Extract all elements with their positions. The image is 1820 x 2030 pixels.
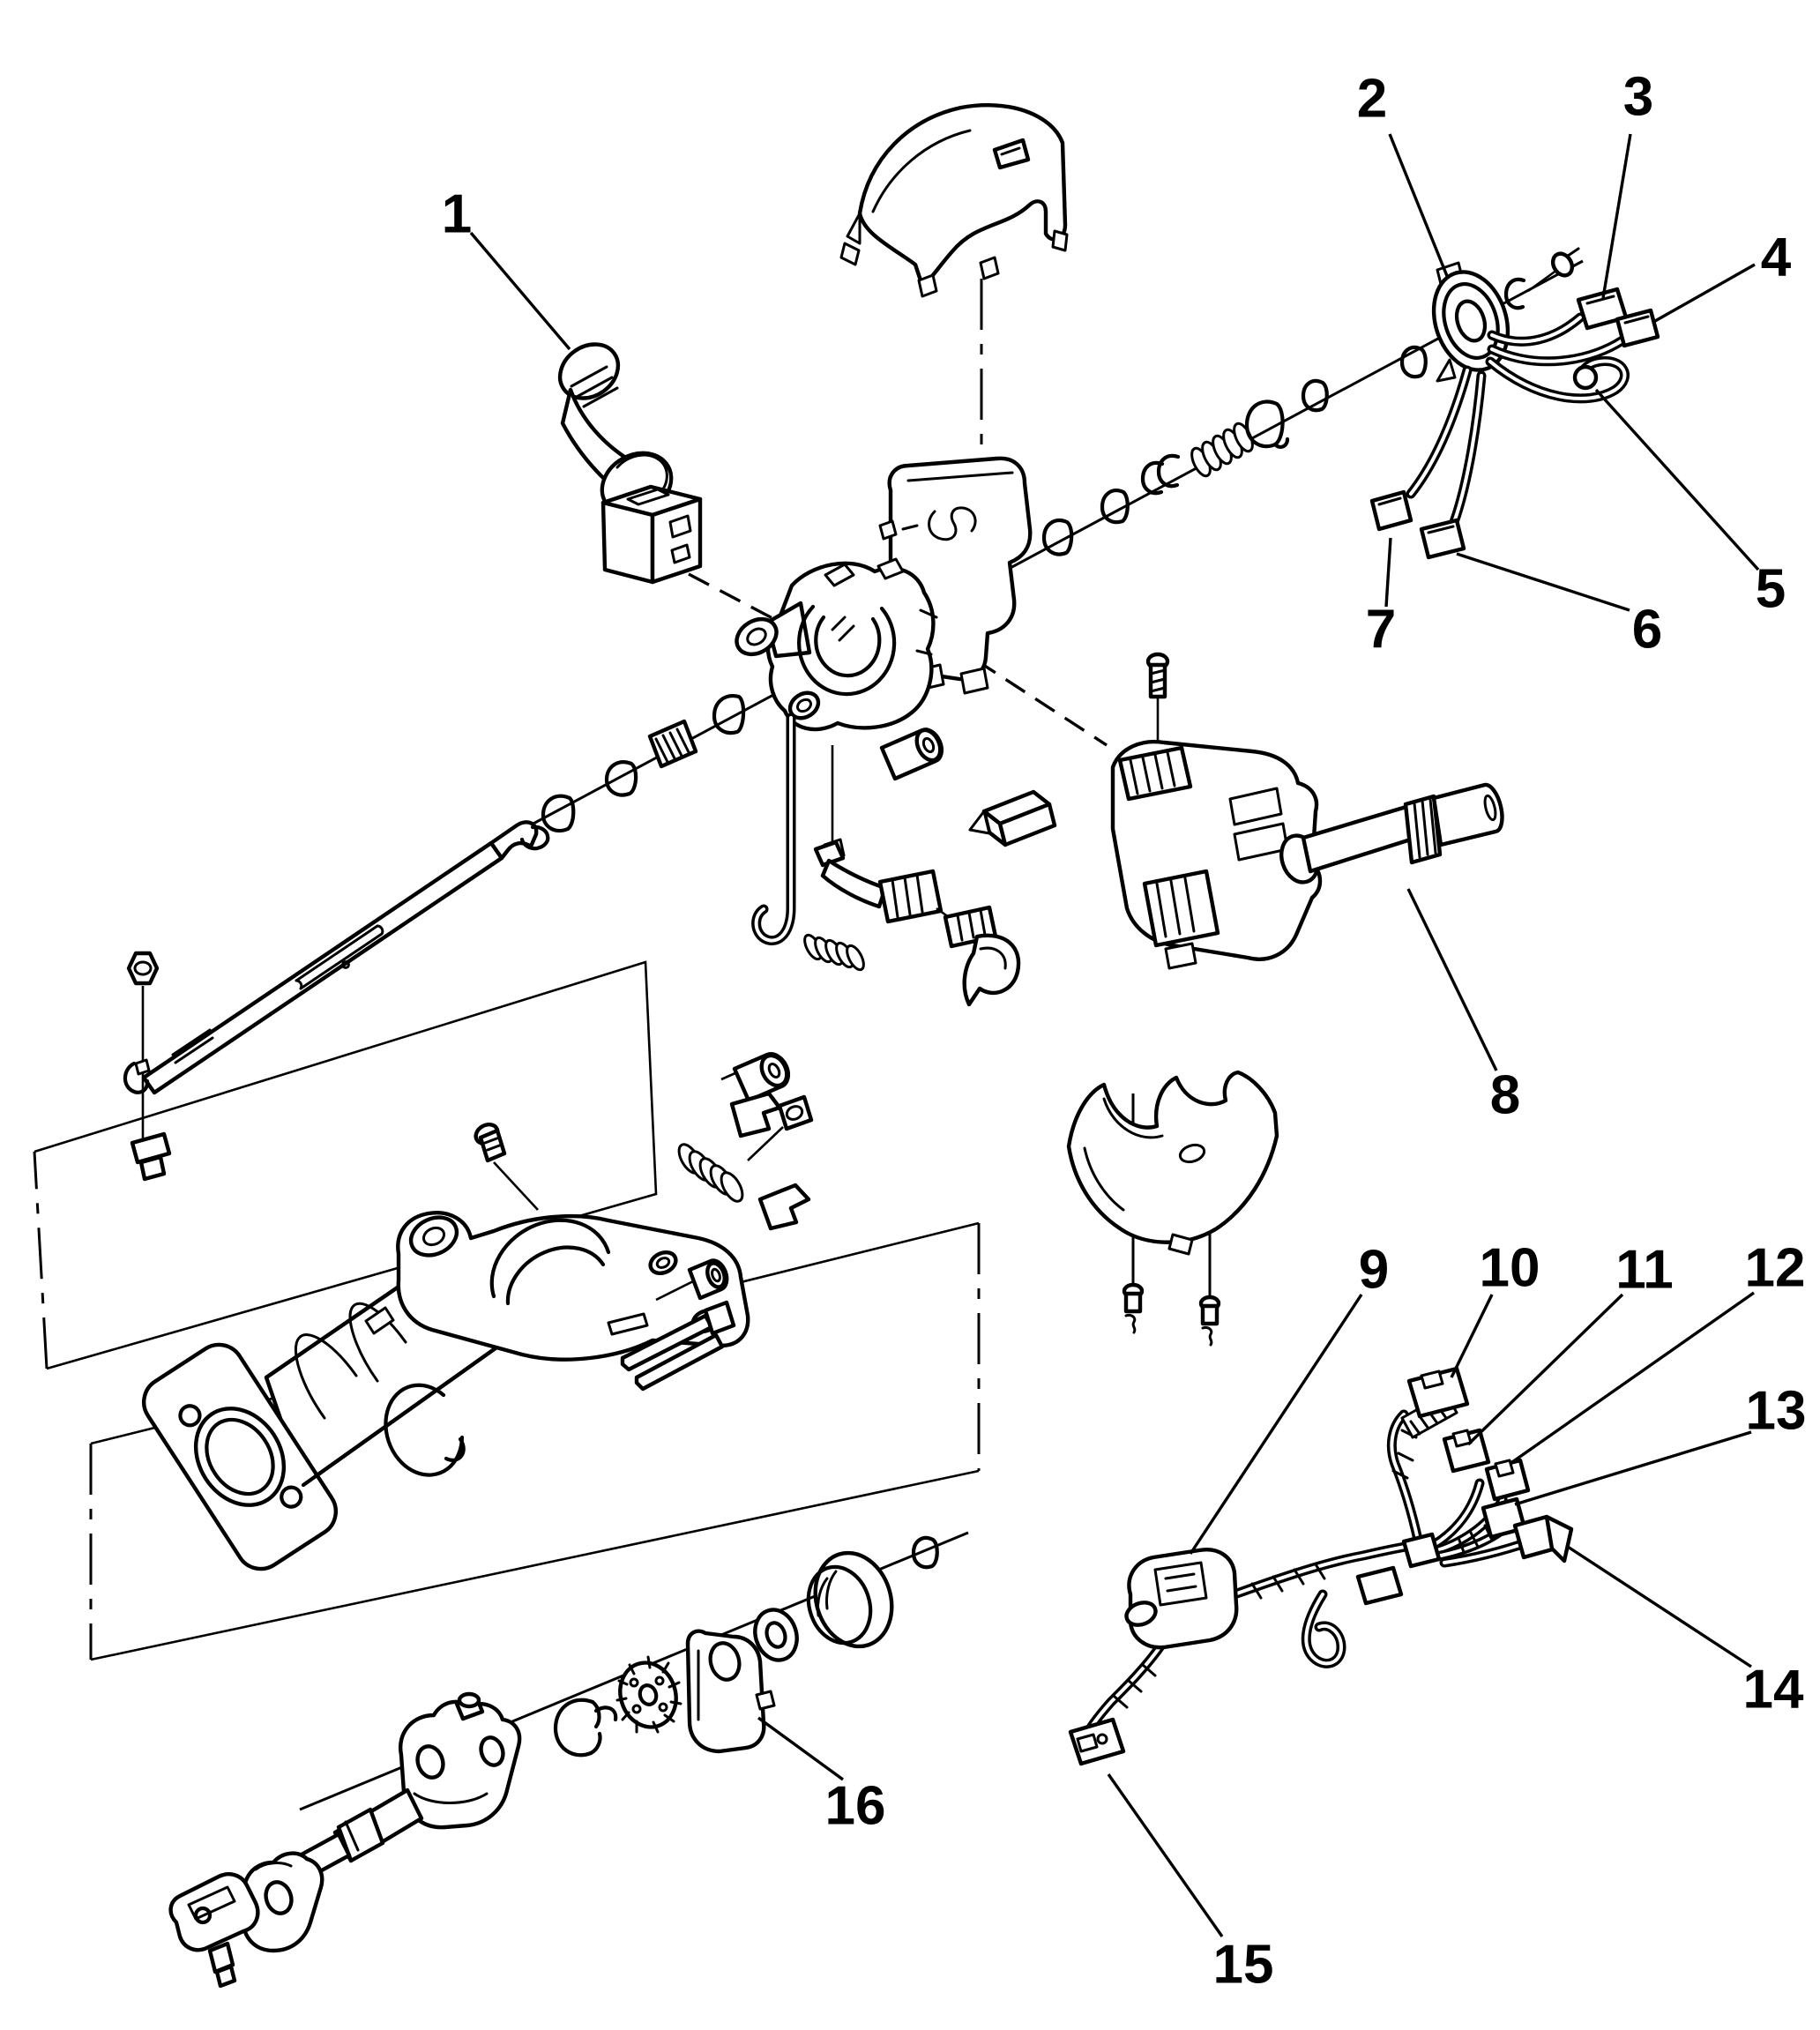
bearing-ring-stack [1044, 347, 1426, 555]
callout-2-label: 2 [1356, 68, 1388, 130]
callout-16-label: 16 [824, 1775, 886, 1837]
callout-5-leader [1596, 390, 1758, 570]
lower-shaft-chain [171, 1538, 937, 1986]
retainer-ring-tab [556, 1700, 615, 1756]
callout-13-leader [1515, 1432, 1751, 1504]
coil-screw [1506, 249, 1578, 308]
bracket-bolt [473, 1121, 538, 1210]
callout-12-label: 12 [1744, 1237, 1806, 1299]
upper-panel-centerline-edge [34, 1152, 47, 1369]
callout-10-leader [1451, 1295, 1492, 1377]
connector-10 [1402, 1369, 1467, 1437]
callout-4-leader [1655, 265, 1755, 321]
upper-u-joint [400, 1694, 519, 1827]
actuator-arm [823, 861, 885, 907]
toothed-disc [612, 1655, 684, 1735]
sir-coil-assembly [1372, 249, 1658, 557]
ring-terminal-5 [1575, 367, 1596, 388]
connector-6 [1421, 520, 1464, 557]
callout-3-label: 3 [1622, 66, 1654, 128]
callout-12-leader [1512, 1293, 1754, 1462]
multifunction-switch [1113, 654, 1502, 968]
j-hook [757, 718, 791, 941]
tilt-release-rod [144, 822, 548, 1093]
callout-11-leader [1468, 1295, 1622, 1444]
callout-2-leader [1390, 134, 1447, 276]
cancel-cam-wedge [970, 792, 1055, 845]
column-jacket-assembly [134, 1097, 811, 1578]
callout-5-label: 5 [1755, 558, 1786, 620]
lock-housing [730, 559, 936, 729]
mid-connector [1358, 1568, 1401, 1603]
callout-1-label: 1 [441, 183, 473, 245]
lever-connector-side [653, 499, 700, 582]
connector-4 [1617, 310, 1658, 346]
ignition-wiring-harness [1070, 1369, 1571, 1764]
callout-6-label: 6 [1631, 599, 1663, 660]
lever-alignment-line [689, 574, 774, 619]
switch-stalk [1303, 806, 1416, 871]
lower-shroud [1069, 1072, 1277, 1345]
callout-7-leader [1386, 538, 1391, 607]
lock-clip [732, 1093, 779, 1136]
callout-3-leader [1603, 134, 1630, 298]
threaded-adjuster [650, 721, 696, 766]
lever-switch-part-1 [549, 333, 700, 582]
callout-8-label: 8 [1489, 1064, 1521, 1126]
snap-ring [607, 762, 636, 795]
tension-spring [675, 1141, 747, 1205]
callout-9-label: 9 [1358, 1239, 1390, 1301]
upper-shroud [841, 105, 1067, 296]
c-clip [543, 796, 570, 831]
coil-spring-small [802, 932, 867, 972]
connector-9 [1123, 1549, 1236, 1647]
callout-13-label: 13 [1745, 1380, 1807, 1442]
callout-15-leader [1108, 1774, 1222, 1937]
cover-screw-right [1201, 1297, 1219, 1345]
cover-screw-left [1124, 1285, 1142, 1332]
callout-14-leader [1568, 1547, 1751, 1667]
stalk-knob [1406, 785, 1502, 862]
pawl-sector [965, 936, 1018, 1004]
bushing-cylinder [882, 727, 944, 779]
pivot-bolt [721, 1051, 792, 1101]
callout-6-leader [1457, 554, 1630, 610]
callout-16-leader [758, 1718, 843, 1780]
coil-outer [1421, 262, 1519, 379]
spring-clip [760, 1185, 809, 1228]
callout-8-leader [1408, 889, 1496, 1071]
lever-connector-front [603, 503, 653, 582]
end-yoke [171, 1874, 258, 1986]
connector-7 [1372, 492, 1411, 529]
callout-9-leader [1190, 1295, 1361, 1554]
boot-cup [799, 1543, 904, 1657]
hex-nut [129, 953, 157, 983]
split-ring [1247, 401, 1287, 446]
callout-11-label: 11 [1615, 1239, 1674, 1301]
lever-cap [549, 333, 628, 409]
callout-10-label: 10 [1479, 1237, 1540, 1299]
callout-4-label: 4 [1760, 227, 1792, 288]
callout-1-leader [471, 233, 570, 349]
junction-block [1404, 1534, 1439, 1566]
rod-fork-end [491, 822, 536, 858]
callout-14-label: 14 [1742, 1659, 1804, 1720]
connector-15 [1070, 1720, 1123, 1764]
callout-7-label: 7 [1365, 599, 1397, 660]
callout-15-label: 15 [1212, 1934, 1274, 1996]
shift-lock-hardware [721, 718, 1055, 1136]
